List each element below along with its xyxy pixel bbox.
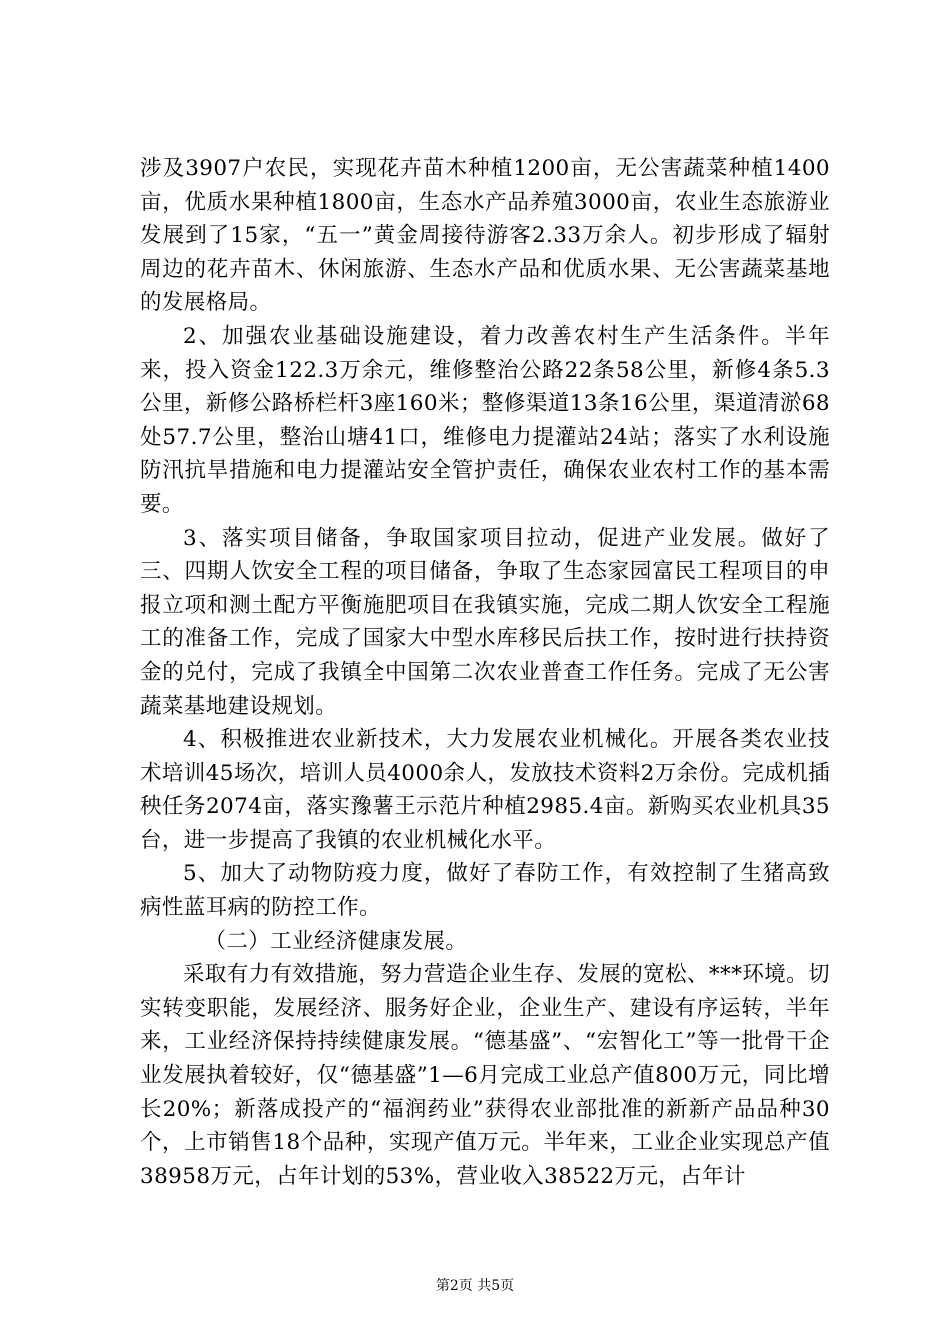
paragraph-item-5: 5、加大了动物防疫力度，做好了春防工作，有效控制了生猪高致病性蓝耳病的防控工作。 xyxy=(140,861,830,921)
section-heading: （二）工业经济健康发展。 xyxy=(204,928,468,954)
paragraph-continuation: 涉及3907户农民，实现花卉苗木种植1200亩，无公害蔬菜种植1400亩，优质水果种植1800亩，生态水产品养殖3000亩，农业生态旅游业发展到了15家，“五一”黄金周接待游客2.33万余人。初步形成了辐射周边的花卉苗木、休闲旅游、生态水产品和优质水果、无公害蔬菜基地的发展格局。 xyxy=(140,156,830,316)
paragraph-industry: 采取有力有效措施，努力营造企业生存、发展的宽松、***环境。切实转变职能，发展经济、服务好企业，企业生产、建设有序运转，半年来，工业经济保持持续健康发展。“德基盛”、“宏智化工”等一批骨干企业发展执着较好，仅“德基盛”1—6月完成工业总产值800万元，同比增长20%；新落成投产的“福润药业”获得农业部批准的新新产品品种30个，上市销售18个品种，实现产值万元。半年来，工业企业实现总产值38958万元，占年计划的53%，营业收入38522万元，占年计 xyxy=(140,962,830,1189)
document-body xyxy=(140,152,830,1193)
paragraph-item-2: 2、加强农业基础设施建设，着力改善农村生产生活条件。半年来，投入资金122.3万余元，维修整治公路22条58公里，新修4条5.3公里，新修公路桥栏杆3座160米；整修渠道13条16公里，渠道清淤68处57.7公里，整治山塘41口，维修电力提灌站24站；落实了水利设施防汛抗旱措施和电力提灌站安全管护责任，确保农业农村工作的基本需要。 xyxy=(140,323,830,517)
paragraph-item-4: 4、积极推进农业新技术，大力发展农业机械化。开展各类农业技术培训45场次，培训人员4000余人，发放技术资料2万余份。完成机插秧任务2074亩，落实豫薯王示范片种植2985.4亩。新购买农业机具35台，进一步提高了我镇的农业机械化水平。 xyxy=(140,727,830,853)
paragraph-item-3: 3、落实项目储备，争取国家项目拉动，促进产业发展。做好了三、四期人饮安全工程的项目储备，争取了生态家园富民工程项目的申报立项和测土配方平衡施肥项目在我镇实施，完成二期人饮安全工程施工的准备工作，完成了国家大中型水库移民后扶工作，按时进行扶持资金的兑付，完成了我镇全中国第二次农业普查工作任务。完成了无公害蔬菜基地建设规划。 xyxy=(140,525,830,719)
page-footer: 第2页 共5页 xyxy=(435,1278,515,1294)
